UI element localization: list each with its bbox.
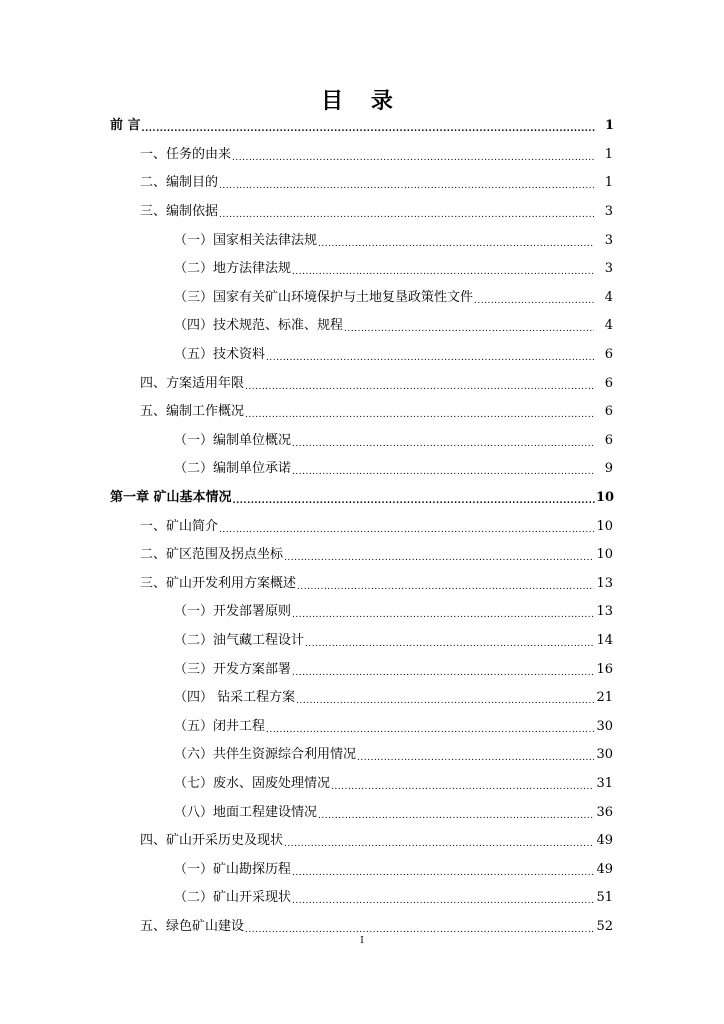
toc-entry-label: （二）矿山开采现状 (174, 890, 292, 906)
page-number-footer: I (360, 936, 364, 946)
toc-entry-page-number: 21 (596, 690, 613, 706)
toc-entry-label: （四） 钻采工程方案 (174, 690, 296, 706)
toc-entry[interactable] (0, 798, 724, 827)
dot-leader (292, 433, 594, 449)
toc-entry-page-number: 6 (604, 404, 613, 420)
toc-entry-label: （五）闭井工程 (174, 718, 266, 734)
toc-entry-label: （二）地方法律法规 (174, 261, 292, 277)
dot-leader (266, 347, 594, 363)
toc-entry[interactable] (0, 570, 724, 599)
toc-entry-page-number: 6 (604, 347, 613, 363)
toc-entry[interactable] (0, 827, 724, 856)
toc-entry-page-number: 52 (596, 918, 613, 934)
toc-entry-label: （五）技术资料 (174, 347, 266, 363)
toc-entry-page-number: 6 (604, 432, 613, 448)
dot-leader (292, 604, 594, 620)
toc-entry-page-number: 10 (596, 518, 613, 534)
toc-entry[interactable] (0, 398, 724, 427)
toc-entry[interactable] (0, 312, 724, 341)
toc-entry-label: （四）技术规范、标准、规程 (174, 318, 344, 334)
toc-entry-label: （一）开发部署原则 (174, 604, 292, 620)
dot-leader (296, 690, 594, 706)
toc-entry-page-number: 49 (596, 833, 613, 849)
toc-entry-label: （一）编制单位概况 (174, 432, 292, 448)
toc-entry[interactable] (0, 884, 724, 913)
dot-leader (284, 547, 594, 563)
dot-leader (219, 175, 594, 191)
toc-entry-label: （六）共伴生资源综合利用情况 (174, 747, 357, 763)
toc-entry-label: 二、编制目的 (140, 175, 219, 191)
toc-entry[interactable] (0, 112, 724, 141)
toc-entry[interactable] (0, 770, 724, 799)
toc-entry[interactable] (0, 484, 724, 513)
toc-entry-page-number: 36 (596, 804, 613, 820)
toc-entry-label: （三）国家有关矿山环境保护与土地复垦政策性文件 (174, 289, 474, 305)
toc-entry-page-number: 6 (604, 375, 613, 391)
toc-entry-label: 二、矿区范围及拐点坐标 (140, 547, 284, 563)
dot-leader (318, 233, 594, 249)
dot-leader (331, 776, 594, 792)
dot-leader (344, 318, 594, 334)
toc-entry-label: 四、方案适用年限 (140, 375, 245, 391)
toc-entry-page-number: 1 (604, 118, 614, 134)
toc-entry-page-number: 3 (604, 261, 613, 277)
toc-entry[interactable] (0, 627, 724, 656)
dot-leader (142, 118, 595, 134)
toc-entry[interactable] (0, 512, 724, 541)
dot-leader (292, 662, 594, 678)
toc-entry-label: （八）地面工程建设情况 (174, 804, 318, 820)
dot-leader (357, 747, 594, 763)
toc-entry-label: （二）油气藏工程设计 (174, 632, 305, 648)
toc-entry[interactable] (0, 341, 724, 370)
toc-entry-page-number: 3 (604, 232, 613, 248)
toc-entry-page-number: 31 (596, 775, 613, 791)
toc-entry-page-number: 13 (596, 575, 613, 591)
dot-leader (219, 204, 594, 220)
dot-leader (233, 490, 595, 506)
dot-leader (297, 576, 594, 592)
toc-entry-page-number: 10 (596, 547, 613, 563)
toc-entry-page-number: 10 (596, 490, 615, 506)
dot-leader (292, 261, 594, 277)
toc-entry[interactable] (0, 284, 724, 313)
toc-entry-label: 一、任务的由来 (140, 146, 232, 162)
toc-entry[interactable] (0, 455, 724, 484)
dot-leader (305, 633, 594, 649)
toc-entry-page-number: 30 (596, 747, 613, 763)
toc-entry-page-number: 16 (596, 661, 613, 677)
dot-leader (292, 461, 594, 477)
toc-entry[interactable] (0, 712, 724, 741)
toc-entry[interactable] (0, 855, 724, 884)
page-title: 目 录 (321, 89, 403, 114)
toc-entry-label: （一）矿山勘探历程 (174, 861, 292, 877)
toc-entry-label: （二）编制单位承诺 (174, 461, 292, 477)
toc-entry[interactable] (0, 541, 724, 570)
dot-leader (266, 719, 594, 735)
toc-entry-page-number: 4 (604, 289, 613, 305)
toc-entry-label: （七）废水、固废处理情况 (174, 775, 331, 791)
toc-entry-label: 四、矿山开采历史及现状 (140, 833, 284, 849)
dot-leader (245, 376, 594, 392)
table-of-contents (0, 112, 724, 941)
dot-leader (292, 890, 594, 906)
toc-entry[interactable] (0, 198, 724, 227)
toc-entry-label: （三）开发方案部署 (174, 661, 292, 677)
toc-entry-label: 五、绿色矿山建设 (140, 918, 245, 934)
toc-entry-page-number: 1 (604, 146, 613, 162)
toc-entry-page-number: 9 (604, 461, 613, 477)
toc-entry-label: 第一章 矿山基本情况 (110, 490, 232, 506)
toc-entry-label: 五、编制工作概况 (140, 404, 245, 420)
toc-entry-page-number: 14 (596, 632, 613, 648)
dot-leader (245, 919, 594, 935)
toc-entry[interactable] (0, 369, 724, 398)
toc-entry-label: 一、矿山简介 (140, 518, 219, 534)
dot-leader (318, 805, 594, 821)
dot-leader (245, 404, 594, 420)
toc-entry[interactable] (0, 598, 724, 627)
toc-entry[interactable] (0, 169, 724, 198)
toc-entry-label: 三、矿山开发利用方案概述 (140, 575, 297, 591)
toc-entry[interactable] (0, 226, 724, 255)
toc-entry-page-number: 49 (596, 861, 613, 877)
dot-leader (474, 290, 594, 306)
toc-entry-page-number: 30 (596, 718, 613, 734)
toc-entry-label: 前 言 (110, 118, 141, 134)
dot-leader (219, 519, 594, 535)
toc-entry-page-number: 51 (596, 890, 613, 906)
toc-entry[interactable] (0, 655, 724, 684)
dot-leader (284, 833, 594, 849)
toc-entry[interactable] (0, 741, 724, 770)
toc-entry-page-number: 13 (596, 604, 613, 620)
toc-entry[interactable] (0, 141, 724, 170)
toc-entry-label: （一）国家相关法律法规 (174, 232, 318, 248)
toc-entry-label: 三、编制依据 (140, 204, 219, 220)
toc-entry-page-number: 3 (604, 204, 613, 220)
toc-entry[interactable] (0, 255, 724, 284)
dot-leader (232, 147, 594, 163)
toc-entry[interactable] (0, 427, 724, 456)
toc-entry[interactable] (0, 684, 724, 713)
toc-entry-page-number: 4 (604, 318, 613, 334)
dot-leader (292, 862, 594, 878)
toc-entry-page-number: 1 (604, 175, 613, 191)
